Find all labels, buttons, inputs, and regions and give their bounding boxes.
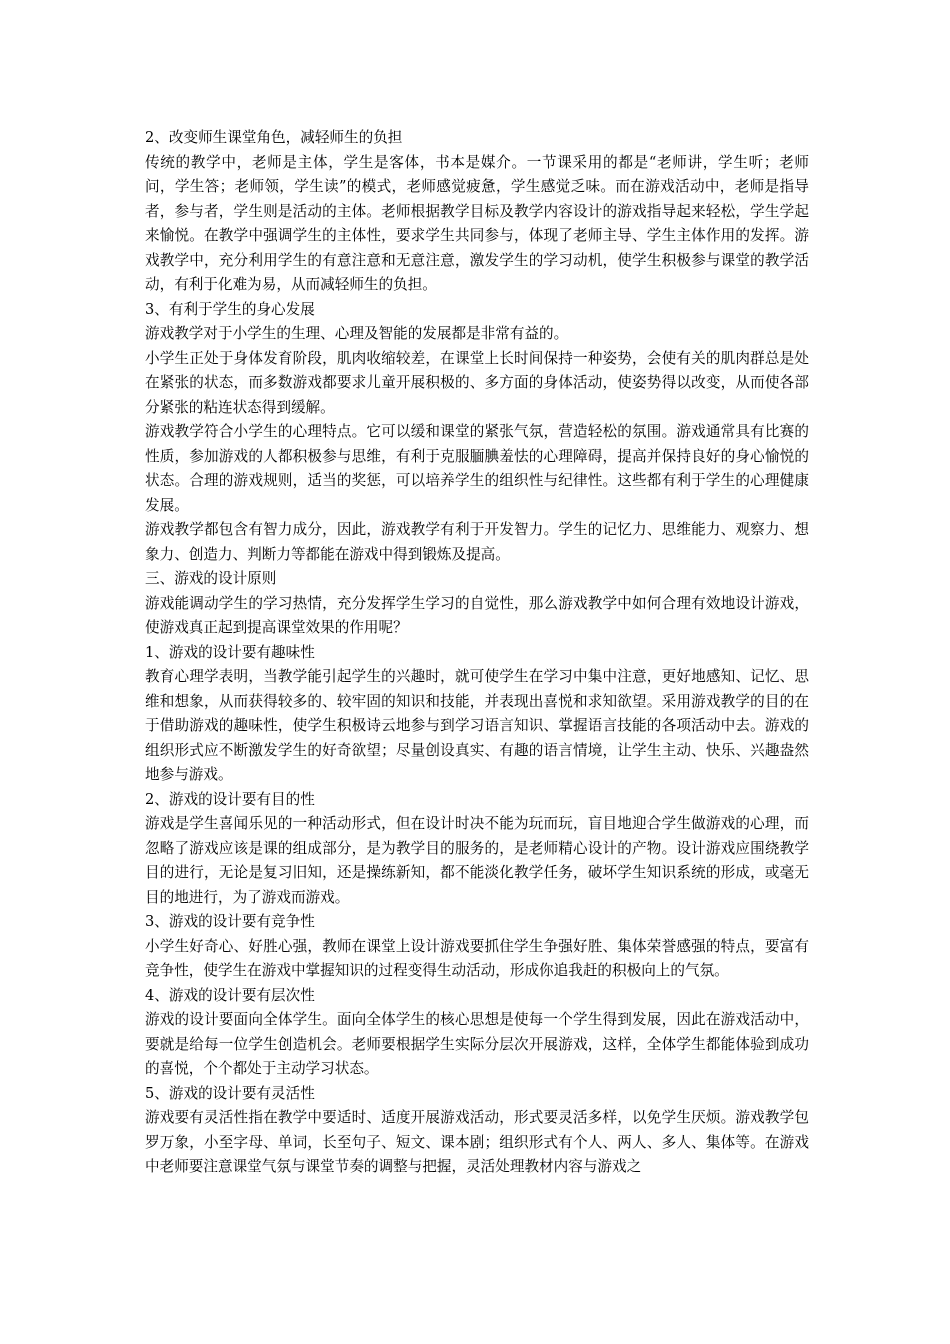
heading-levels: 4、游戏的设计要有层次性 bbox=[145, 986, 315, 1004]
paragraph-design-intro: 游戏能调动学生的学习热情，充分发挥学生学习的自觉性，那么游戏教学中如何合理有效地设计游戏，使游戏真正起到提高课堂效果的作用呢？ bbox=[145, 594, 809, 636]
paragraph-purpose: 游戏是学生喜闻乐见的一种活动形式，但在设计时决不能为玩而玩，盲目地迎合学生做游戏的心理，而忽略了游戏应该是课的组成部分，是为教学目的服务的，是老师精心设计的产物。设计游戏应围绕教学目的进行，无论是复习旧知，还是操练新知，都不能淡化教学任务，破坏学生知识系统的形成，或毫无目的地进行，为了游戏而游戏。 bbox=[145, 815, 809, 906]
paragraph-psychological-traits: 游戏教学符合小学生的心理特点。它可以缓和课堂的紧张气氛，营造轻松的氛围。游戏通常具有比赛的性质，参加游戏的人都积极参与思维，有利于克服腼腆羞怯的心理障碍，提高并保持良好的身心愉悦的状态。合理的游戏规则，适当的奖惩，可以培养学生的组织性与纪律性。这些都有利于学生的心理健康发展。 bbox=[145, 423, 809, 514]
heading-design-principles: 三、游戏的设计原则 bbox=[145, 570, 277, 587]
heading-change-roles: 2、改变师生课堂角色，减轻师生的负担 bbox=[145, 129, 403, 146]
paragraph-physical-development: 小学生正处于身体发育阶段，肌肉收缩较差，在课堂上长时间保持一种姿势，会使有关的肌肉群总是处在紧张的状态，而多数游戏都要求儿童开展积极的、多方面的身体活动，使姿势得以改变，从而使各部分紧张的粘连状态得到缓解。 bbox=[145, 349, 809, 416]
heading-interest: 1、游戏的设计要有趣味性 bbox=[145, 643, 315, 661]
heading-physical-mental-development: 3、有利于学生的身心发展 bbox=[145, 300, 315, 318]
paragraph-flexibility: 游戏要有灵活性指在教学中要适时、适度开展游戏活动，形式要灵活多样，以免学生厌烦。游戏教学包罗万象，小至字母、单词，长至句子、短文、课本剧；组织形式有个人、两人、多人、集体等。在游戏中老师要注意课堂气氛与课堂节奏的调整与把握，灵活处理教材内容与游戏之 bbox=[145, 1109, 809, 1175]
paragraph-levels: 游戏的设计要面向全体学生。面向全体学生的核心思想是使每一个学生得到发展，因此在游戏活动中，要就是给每一位学生创造机会。老师要根据学生实际分层次开展游戏，这样，全体学生都能体验到成功的喜悦，个个都处于主动学习状态。 bbox=[145, 1011, 809, 1077]
paragraph-traditional-teaching: 传统的教学中，老师是主体，学生是客体，书本是媒介。一节课采用的都是“老师讲，学生听；老师问，学生答；老师领，学生读”的模式，老师感觉疲惫，学生感觉乏味。而在游戏活动中，老师是指导者，参与者，学生则是活动的主体。老师根据教学目标及教学内容设计的游戏指导起来轻松，学生学起来愉悦。在教学中强调学生的主体性，要求学生共同参与，体现了老师主导、学生主体作用的发挥。游戏教学中，充分利用学生的有意注意和无意注意，激发学生的学习动机，使学生积极参与课堂的教学活动，有利于化难为易，从而减轻师生的负担。 bbox=[145, 153, 809, 293]
document-page bbox=[145, 126, 809, 1180]
heading-flexibility: 5、游戏的设计要有灵活性 bbox=[145, 1084, 315, 1102]
paragraph-game-benefits: 游戏教学对于小学生的生理、心理及智能的发展都是非常有益的。 bbox=[145, 325, 569, 342]
paragraph-interest: 教育心理学表明，当教学能引起学生的兴趣时，就可使学生在学习中集中注意，更好地感知、记忆、思维和想象，从而获得较多的、较牢固的知识和技能，并表现出喜悦和求知欲望。采用游戏教学的目的在于借助游戏的趣味性，使学生积极诗云地参与到学习语言知识、掌握语言技能的各项活动中去。游戏的组织形式应不断激发学生的好奇欲望；尽量创设真实、有趣的语言情境，让学生主动、快乐、兴趣盎然地参与游戏。 bbox=[145, 668, 809, 783]
paragraph-intelligence: 游戏教学都包含有智力成分，因此，游戏教学有利于开发智力。学生的记忆力、思维能力、观察力、想象力、创造力、判断力等都能在游戏中得到锻炼及提高。 bbox=[145, 521, 809, 563]
paragraph-competition: 小学生好奇心、好胜心强，教师在课堂上设计游戏要抓住学生争强好胜、集体荣誉感强的特点，要富有竞争性，使学生在游戏中掌握知识的过程变得生动活动，形成你追我赶的积极向上的气氛。 bbox=[145, 937, 809, 979]
heading-purpose: 2、游戏的设计要有目的性 bbox=[145, 790, 315, 808]
heading-competition: 3、游戏的设计要有竞争性 bbox=[145, 913, 315, 930]
